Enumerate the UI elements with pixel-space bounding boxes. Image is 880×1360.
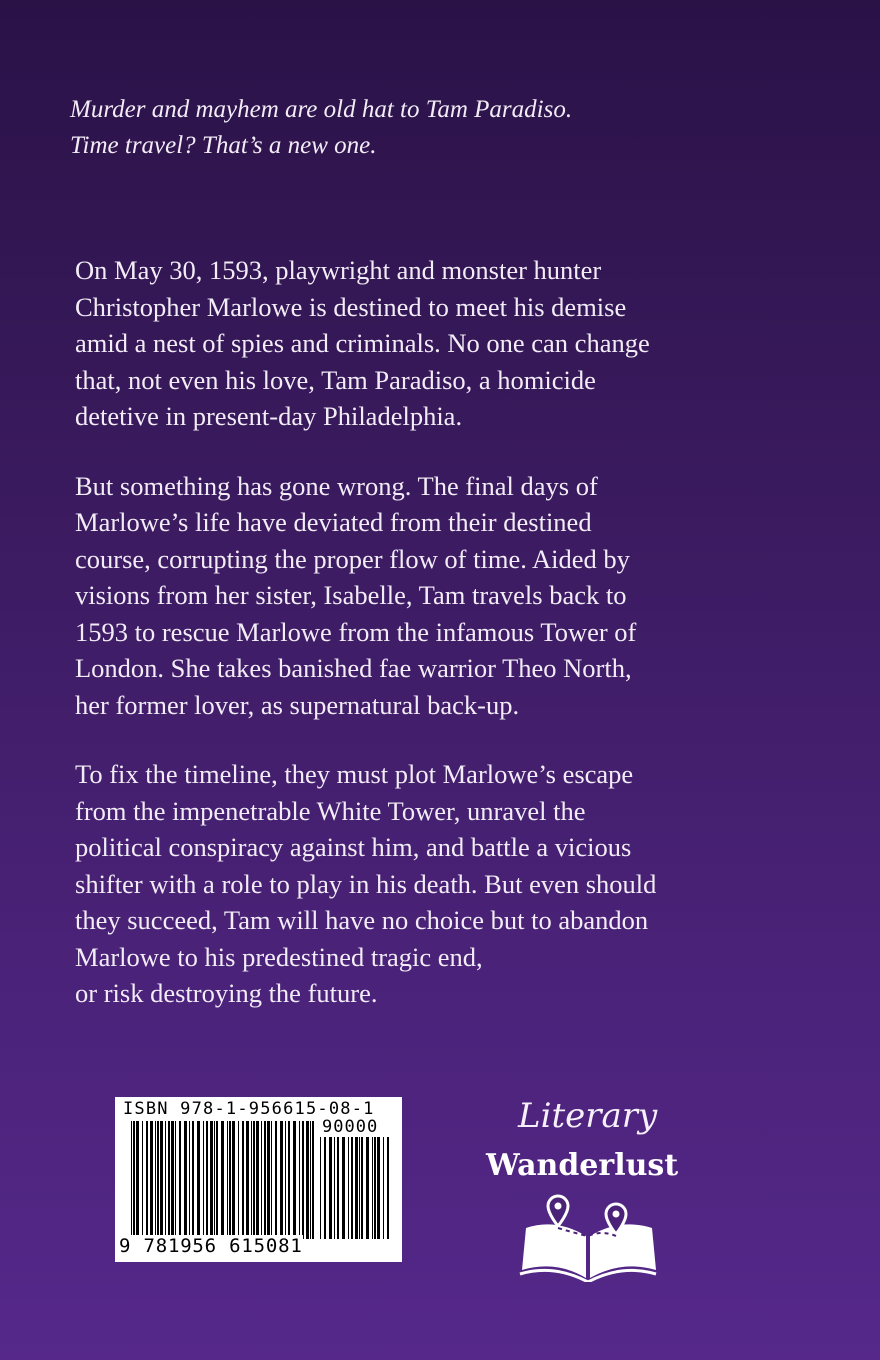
barcode-bar [142,1121,143,1239]
barcode-bar [264,1121,266,1239]
tagline [70,92,830,164]
barcode-bar [383,1137,384,1239]
blurb-line: Marlowe’s life have deviated from their destined [75,507,592,537]
barcode-bar [387,1137,389,1239]
barcode-bar [267,1121,270,1239]
barcode-bar [253,1121,255,1239]
barcode-bar [184,1121,187,1239]
barcode-bar [293,1121,296,1239]
barcode-bar [348,1137,349,1239]
barcode-bar [372,1137,373,1239]
price-addon-digits: 90000 [322,1117,379,1137]
blurb-line: shifter with a role to play in his death. But even should [75,868,657,899]
barcode-bar [337,1137,339,1239]
isbn-label: ISBN 978-1-956615-08-1 [123,1099,375,1119]
barcode-bar [280,1121,283,1239]
barcode-bar [251,1121,252,1239]
blurb-paragraph-2 [75,468,815,724]
blurb-line: 1593 to rescue Marlowe from the infamous Tower of [75,616,637,647]
barcode-bar [229,1121,231,1253]
barcode-bar [168,1121,170,1239]
blurb-line: they succeed, Tam will have no choice but to abandon [75,905,649,935]
logo-wanderlust-text: Wanderlust [486,1148,679,1183]
blurb-line: political conspiracy against him, and battle a vicious [75,832,632,862]
barcode-bar [238,1121,239,1239]
barcode-bar [329,1137,332,1239]
barcode-bar [232,1121,235,1239]
barcode-bar [221,1121,224,1239]
barcode-bar [189,1121,190,1239]
blurb-line: On May 30, 1593, playwright and monster hunter [75,255,602,285]
barcode-bar [131,1121,132,1253]
barcode-bar [203,1121,204,1239]
barcode-bar [197,1121,200,1239]
blurb-line: London. She takes banished fae warrior Theo North, [75,653,632,683]
barcode-bar [216,1121,218,1239]
barcode-bar [246,1121,249,1239]
barcode-bar [256,1121,259,1239]
barcode-bar [342,1137,345,1239]
barcode-bar [271,1121,272,1239]
barcode-bar [359,1137,360,1239]
isbn-barcode [115,1097,402,1262]
barcode-bar [171,1121,174,1239]
barcode-bar [206,1121,208,1239]
barcode-bar [324,1137,326,1239]
barcode-bar [165,1121,166,1239]
tagline-line-1: Murder and mayhem are old hat to Tam Paradiso. [70,96,573,123]
barcode-bar [146,1121,148,1239]
book-blurb [75,252,815,1045]
barcode-bar [175,1121,176,1239]
blurb-line: visions from her sister, Isabelle, Tam travels back to [75,580,627,610]
barcode-bar [275,1121,277,1239]
barcode-bar [214,1121,215,1239]
barcode-bar [261,1121,262,1239]
addon-barcode-bars-icon [320,1137,392,1253]
barcode-bars-icon [131,1121,316,1253]
barcode-bar [285,1121,286,1239]
tagline-line-2: Time travel? That’s a new one. [70,132,377,159]
blurb-line: from the impenetrable White Tower, unravel the [75,795,586,826]
barcode-bar [136,1121,139,1239]
blurb-line: Marlowe to his predestined tragic end, [75,941,483,972]
barcode-bar [366,1137,369,1239]
barcode-bar [179,1121,181,1239]
barcode-bar [210,1121,213,1239]
barcode-bar [374,1137,376,1239]
barcode-bar [192,1121,194,1239]
barcode-bar [302,1121,304,1239]
barcode-bar [306,1121,309,1239]
blurb-line: amid a nest of spies and criminals. No one can change [75,328,650,358]
blurb-line: Christopher Marlowe is destined to meet his demise [75,291,627,322]
barcode-bar [334,1137,335,1239]
barcode-bar [377,1137,380,1239]
barcode-bar [150,1121,153,1239]
barcode-bar [160,1121,163,1239]
blurb-paragraph-3 [75,756,815,1012]
barcode-bar [227,1121,228,1253]
barcode-bar [157,1121,159,1239]
barcode-bar [312,1121,314,1239]
barcode-bar [361,1137,363,1239]
barcode-bar [310,1121,311,1239]
barcode-bar [355,1137,358,1239]
blurb-line: course, corrupting the proper flow of time. Aided by [75,543,630,574]
blurb-paragraph-1 [75,252,815,435]
blurb-line: To fix the timeline, they must plot Marlowe’s escape [75,759,634,789]
barcode-bar [242,1121,244,1239]
barcode-bar [299,1121,300,1239]
logo-literary-text: Literary [518,1096,658,1136]
barcode-bar [351,1137,353,1239]
blurb-line: or risk destroying the future. [75,978,378,1008]
barcode-bar [320,1137,321,1239]
barcode-bar [155,1121,156,1239]
open-book-map-pin-icon [518,1194,658,1282]
publisher-logo [480,1090,720,1290]
blurb-line: that, not even his love, Tam Paradiso, a homicide [75,364,596,395]
blurb-line: But something has gone wrong. The final days of [75,470,598,501]
ean-digits: 9 781956 615081 [119,1235,303,1257]
barcode-bar [288,1121,290,1239]
barcode-bar [133,1121,135,1253]
blurb-line: detetive in present-day Philadelphia. [75,401,463,431]
blurb-line: her former lover, as supernatural back-up. [75,689,520,720]
